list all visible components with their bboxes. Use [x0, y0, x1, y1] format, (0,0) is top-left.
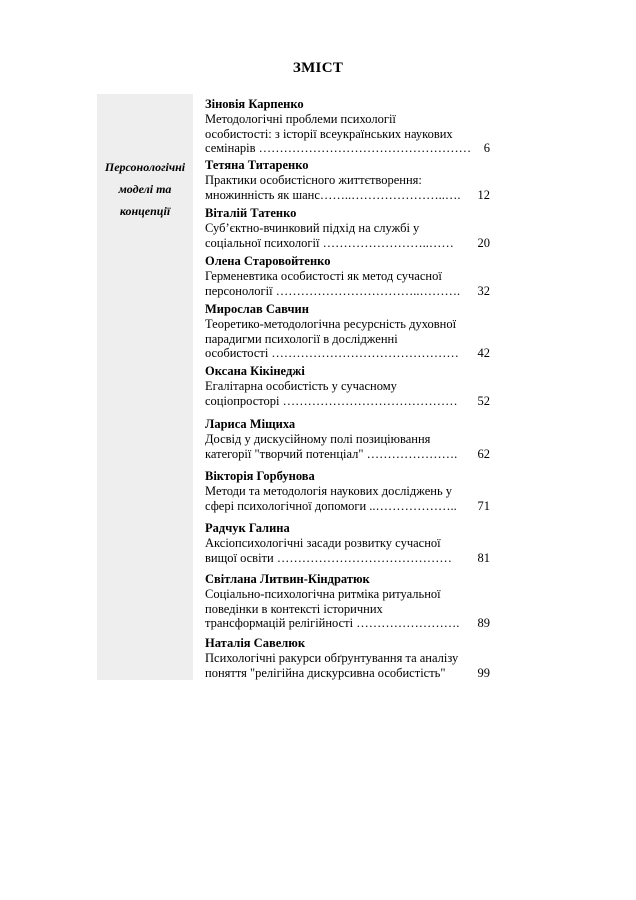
entry-title-line: парадигми психології в дослідженні — [205, 331, 398, 346]
entry-title-line: семінарів …………………………………………… — [205, 141, 472, 156]
entry-title-line: Практики особистісного життєтворення: — [205, 173, 422, 187]
entry-title-line: множинність як шанс……..…………………..…. — [205, 187, 461, 202]
entry-title-line: Методи та методологія наукових досліджень у — [205, 484, 453, 498]
page-number: 62 — [477, 446, 490, 461]
entry-last-line — [205, 284, 490, 299]
toc-entry — [205, 158, 490, 202]
toc-entry — [205, 206, 490, 250]
entry-title-line: Методологічні проблеми психології — [205, 112, 396, 126]
entry-author: Зіновія Карпенко — [205, 97, 304, 111]
entry-author: Радчук Галина — [205, 521, 290, 535]
toc-entry — [205, 572, 490, 631]
entry-title-line: Аксіопсихологічні засади розвитку сучасної — [205, 536, 441, 550]
entry-title-line: соціальної психології ……………………..…… — [205, 235, 454, 250]
page-number: 52 — [477, 393, 490, 408]
section-label-line: Персонологічні — [104, 160, 186, 174]
entry-last-line — [205, 616, 490, 631]
entry-title-line: Соціально-психологічна ритміка ритуальної — [205, 587, 441, 601]
entry-last-line — [205, 236, 490, 251]
toc-entry — [205, 364, 490, 408]
entry-author: Віталій Татенко — [205, 206, 297, 220]
entry-title-line: персонології ……………………………..………. — [205, 283, 461, 298]
entry-title-line: Досвід у дискусійному полі позиціювання — [205, 432, 431, 446]
entry-title-line: Психологічні ракурси обґрунтування та аналізу — [205, 651, 459, 665]
page-number: 32 — [477, 283, 490, 298]
toc-entry — [205, 254, 490, 298]
entry-title-line: соціопросторі …………………………………… — [205, 393, 458, 408]
entry-title-line: Герменевтика особистості як метод сучасної — [205, 269, 442, 283]
entry-title-line: Теоретико-методологічна ресурсність духовної — [205, 317, 457, 331]
entry-title-line: Суб’єктно-вчинковий підхід на службі у — [205, 221, 420, 235]
entry-title-line: сфері психологічної допомоги ..……………….. — [205, 498, 457, 513]
page-number: 12 — [477, 187, 490, 202]
entry-title-line: поняття "релігійна дискурсивна особистість" — [205, 665, 446, 680]
section-label — [97, 156, 193, 222]
page-number: 89 — [477, 616, 490, 631]
toc-entry — [205, 521, 490, 565]
page-number: 81 — [477, 550, 490, 565]
entry-author: Оксана Кікінеджі — [205, 364, 305, 378]
entry-title-line: поведінки в контексті історичних — [205, 601, 383, 616]
page-number: 71 — [477, 498, 490, 513]
entry-author: Лариса Міщиха — [205, 417, 296, 431]
page-number: 20 — [477, 235, 490, 250]
entry-title-line: особистості ……………………………………… — [205, 346, 459, 361]
entry-title-line: вищої освіти …………………………………… — [205, 550, 452, 565]
entry-last-line — [205, 447, 490, 462]
entry-last-line — [205, 188, 490, 203]
page-title: ЗМІСТ — [292, 60, 344, 76]
entry-last-line — [205, 499, 490, 514]
entry-author: Олена Старовойтенко — [205, 254, 331, 268]
entry-last-line — [205, 394, 490, 409]
toc-entry — [205, 636, 490, 680]
page-number: 42 — [477, 346, 490, 361]
entry-title-line: Егалітарна особистість у сучасному — [205, 379, 397, 393]
entry-author: Наталія Савелюк — [205, 636, 306, 650]
entry-title-line: особистості: з історії всеукраїнських наукових — [205, 126, 453, 141]
page-number: 99 — [477, 665, 490, 680]
entry-last-line — [205, 346, 490, 361]
toc-entry — [205, 469, 490, 513]
entry-author: Світлана Литвин-Кіндратюк — [205, 572, 370, 586]
section-label-line: концепції — [119, 204, 171, 218]
entry-author: Вікторія Горбунова — [205, 469, 315, 483]
page-number: 6 — [483, 141, 490, 156]
section-label-line: моделі та — [118, 182, 172, 196]
toc-entry — [205, 417, 490, 461]
entry-last-line — [205, 551, 490, 566]
entry-title-line: категорії "творчий потенціал" …………………. — [205, 446, 458, 461]
toc-entry — [205, 302, 490, 361]
entry-last-line — [205, 141, 490, 156]
entry-author: Тетяна Титаренко — [205, 158, 309, 172]
entry-author: Мирослав Савчин — [205, 302, 309, 316]
entry-last-line — [205, 666, 490, 681]
toc-entry — [205, 97, 490, 156]
entry-title-line: трансформацій релігійності ……………………. — [205, 616, 460, 631]
